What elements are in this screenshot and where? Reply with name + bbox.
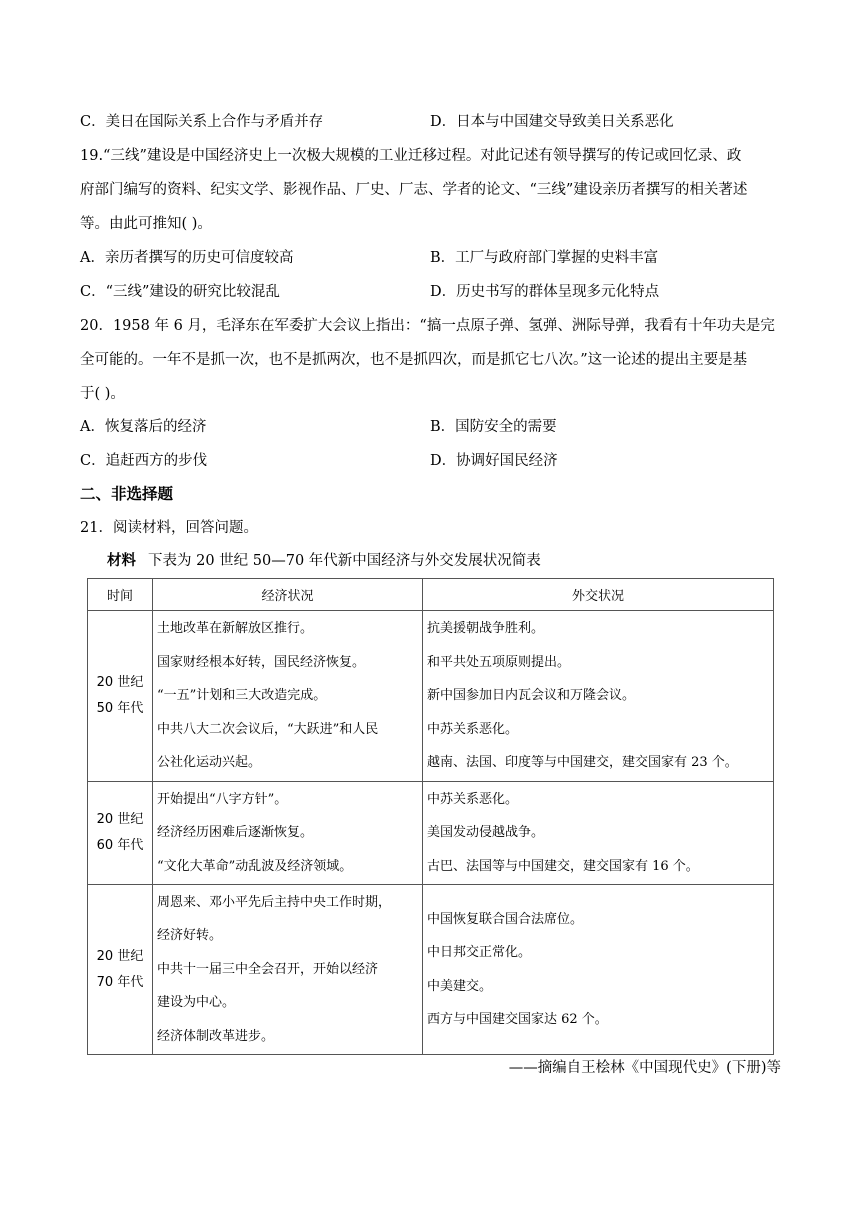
time-label-1: 20 世纪 [96,812,144,827]
diplomacy-cell [423,782,774,885]
time-cell [88,611,153,782]
economy-item: 土地改革在新解放区推行。 [157,621,314,637]
material-table [87,578,774,1055]
economy-item: 周恩来、邓小平先后主持中央工作时期， [157,894,392,910]
option-19-b: B．工厂与政府部门掌握的史料丰富 [430,250,659,266]
table-caption [107,551,541,571]
question-19-line-1: 19.“三线”建设是中国经济史上一次极大规模的工业迁移过程。对此记述有领导撰写的传记或回忆录、政 [80,148,742,164]
economy-item: 公社化运动兴起。 [157,755,262,771]
economy-item: 中共十一届三中全会召开，开始以经济 [157,961,379,977]
section-heading: 二、非选择题 [80,485,174,503]
diplomacy-item: 越南、法国、印度等与中国建交，建交国家有 23 个。 [427,755,738,771]
time-cell [88,885,153,1055]
diplomacy-item: 新中国参加日内瓦会议和万隆会议。 [427,688,636,704]
question-20-line-1: 20．1958 年 6 月，毛泽东在军委扩大会议上指出：“搞一点原子弹、氢弹、洲际导弹，我看有十年功夫是完 [80,318,775,334]
table-row [88,611,774,782]
option-20-b: B．国防安全的需要 [430,419,557,435]
diplomacy-item: 中苏关系恶化。 [427,791,519,807]
time-label-2: 70 年代 [96,974,144,990]
question-20-line-2: 全可能的。一年不是抓一次，也不是抓两次，也不是抓四次，而是抓它七八次。”这一论述的提出主要是基 [80,352,748,368]
caption-label: 材料 [107,552,136,569]
economy-item: “文化大革命”动乱波及经济领域。 [157,858,353,874]
option-18-c: C．美日在国际关系上合作与矛盾并存 [80,114,324,130]
option-19-c: C．“三线”建设的研究比较混乱 [80,284,280,300]
diplomacy-item: 中国恢复联合国合法席位。 [427,911,584,927]
diplomacy-item: 中苏关系恶化。 [427,721,519,737]
economy-item: 中共八大二次会议后，“大跃进”和人民 [157,721,379,737]
economy-item: 经济体制改革进步。 [157,1028,275,1044]
question-20-line-3: 于( )。 [80,386,125,402]
economy-item: 开始提出“八字方针”。 [157,791,288,807]
caption-text: 下表为 20 世纪 50—70 年代新中国经济与外交发展状况简表 [148,553,541,569]
diplomacy-item: 中日邦交正常化。 [427,945,532,960]
diplomacy-item: 中美建交。 [427,978,493,994]
time-label-2: 60 年代 [96,838,144,853]
diplomacy-item: 美国发动侵越战争。 [427,825,545,841]
question-21: 21．阅读材料，回答问题。 [80,520,258,536]
diplomacy-item: 古巴、法国等与中国建交，建交国家有 16 个。 [427,858,699,874]
header-diplomacy: 外交状况 [423,579,774,611]
option-20-d: D．协调好国民经济 [430,453,558,469]
diplomacy-item: 抗美援朝战争胜利。 [427,621,545,637]
time-label-1: 20 世纪 [96,675,144,690]
table-row [88,885,774,1055]
economy-cell [153,885,423,1055]
economy-item: “一五”计划和三大改造完成。 [157,688,327,704]
diplomacy-cell [423,885,774,1055]
option-19-a: A．亲历者撰写的历史可信度较高 [80,250,294,266]
header-economy: 经济状况 [153,579,423,611]
time-cell [88,782,153,885]
economy-item: 经济经历困难后逐渐恢复。 [157,825,314,841]
table-header-row [88,579,774,611]
economy-item: 国家财经根本好转，国民经济恢复。 [157,654,366,670]
diplomacy-item: 和平共处五项原则提出。 [427,654,571,670]
diplomacy-cell [423,611,774,782]
source-citation: ——摘编自王桧林《中国现代史》(下册)等 [508,1060,781,1076]
table-row [88,782,774,885]
option-20-a: A．恢复落后的经济 [80,419,207,435]
header-time: 时间 [88,579,153,611]
time-label-1: 20 世纪 [96,948,144,964]
question-19-line-3: 等。由此可推知( )。 [80,216,212,232]
option-20-c: C．追赶西方的步伐 [80,453,208,469]
question-19-line-2: 府部门编写的资料、纪实文学、影视作品、厂史、厂志、学者的论文、“三线”建设亲历者撰写的相关著述 [80,182,748,198]
economy-cell [153,782,423,885]
option-18-d: D．日本与中国建交导致美日关系恶化 [430,114,674,130]
option-19-d: D．历史书写的群体呈现多元化特点 [430,284,660,300]
time-label-2: 50 年代 [96,701,144,716]
economy-item: 建设为中心。 [157,995,236,1011]
diplomacy-item: 西方与中国建交国家达 62 个。 [427,1012,608,1027]
economy-item: 经济好转。 [157,928,223,944]
economy-cell [153,611,423,782]
